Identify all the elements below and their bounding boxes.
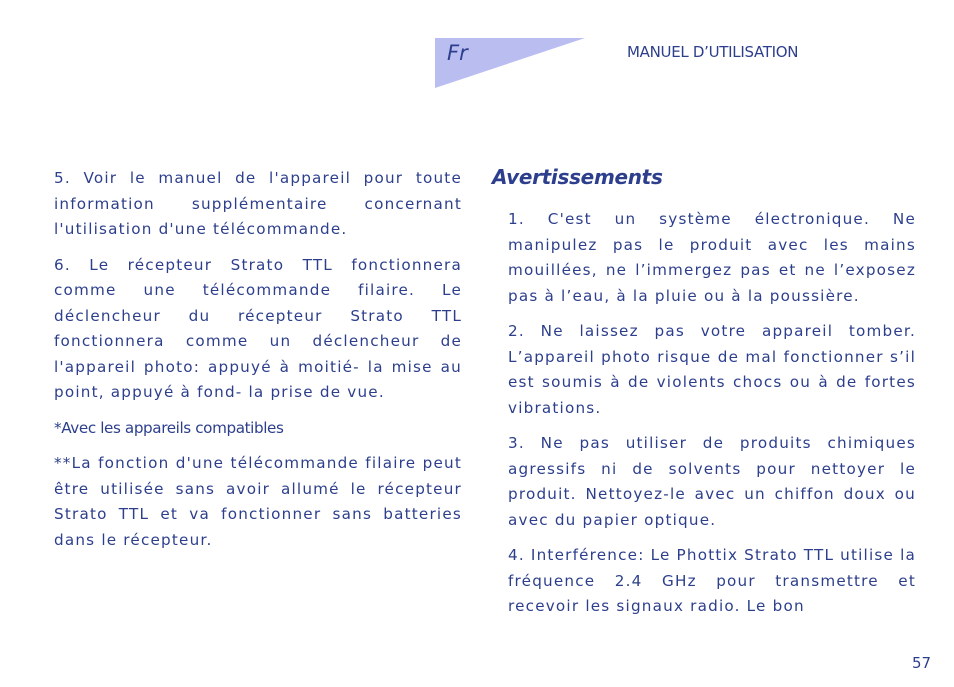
- warning-4: 4. Interférence: Le Phottix Strato TTL utilise la fréquence 2.4 GHz pour transmettre et recevoir les signaux radio. Le bon: [508, 546, 917, 615]
- warning-1: 1. C'est un système électronique. Ne manipulez pas le produit avec les mains mouillées, ne l’immergez pas et ne l’exposez pas à l’eau, à la pluie ou à la poussière.: [508, 210, 916, 305]
- language-tab: [435, 38, 585, 88]
- warning-3: 3. Ne pas utiliser de produits chimiques agressifs ni de solvents pour nettoyer le produit. Nettoyez-le avec un chiffon doux ou avec du papier optique.: [508, 434, 916, 529]
- page-number: 57: [912, 654, 932, 672]
- language-tab-label: Fr: [447, 41, 468, 65]
- paragraph-5: 5. Voir le manuel de l'appareil pour toute information supplémentaire concernant l'utilisation d'une télécommande.: [54, 169, 462, 238]
- right-column: [508, 207, 916, 630]
- paragraph-6: 6. Le récepteur Strato TTL fonctionnera comme une télécommande filaire. Le déclencheur du récepteur Strato TTL fonctionnera comme un déclencheur de l'appareil photo: appuyé à moitié- la mise au point, appuyé à fond- la prise de vue.: [54, 255, 462, 401]
- left-column: [54, 166, 462, 563]
- warnings-heading: Avertissements: [492, 165, 663, 189]
- compatibility-note: *Avec les appareils compatibles: [54, 418, 284, 437]
- manual-title: MANUEL D’UTILISATION: [627, 43, 799, 61]
- wired-remote-note: **La fonction d'une télécommande filaire peut être utilisée sans avoir allumé le récepteur Strato TTL et va fonctionner sans batteries dans le récepteur.: [54, 454, 462, 549]
- warning-2: 2. Ne laissez pas votre appareil tomber. L’appareil photo risque de mal fonctionner s’il est soumis à de violents chocs ou à de fortes vibrations.: [508, 322, 916, 417]
